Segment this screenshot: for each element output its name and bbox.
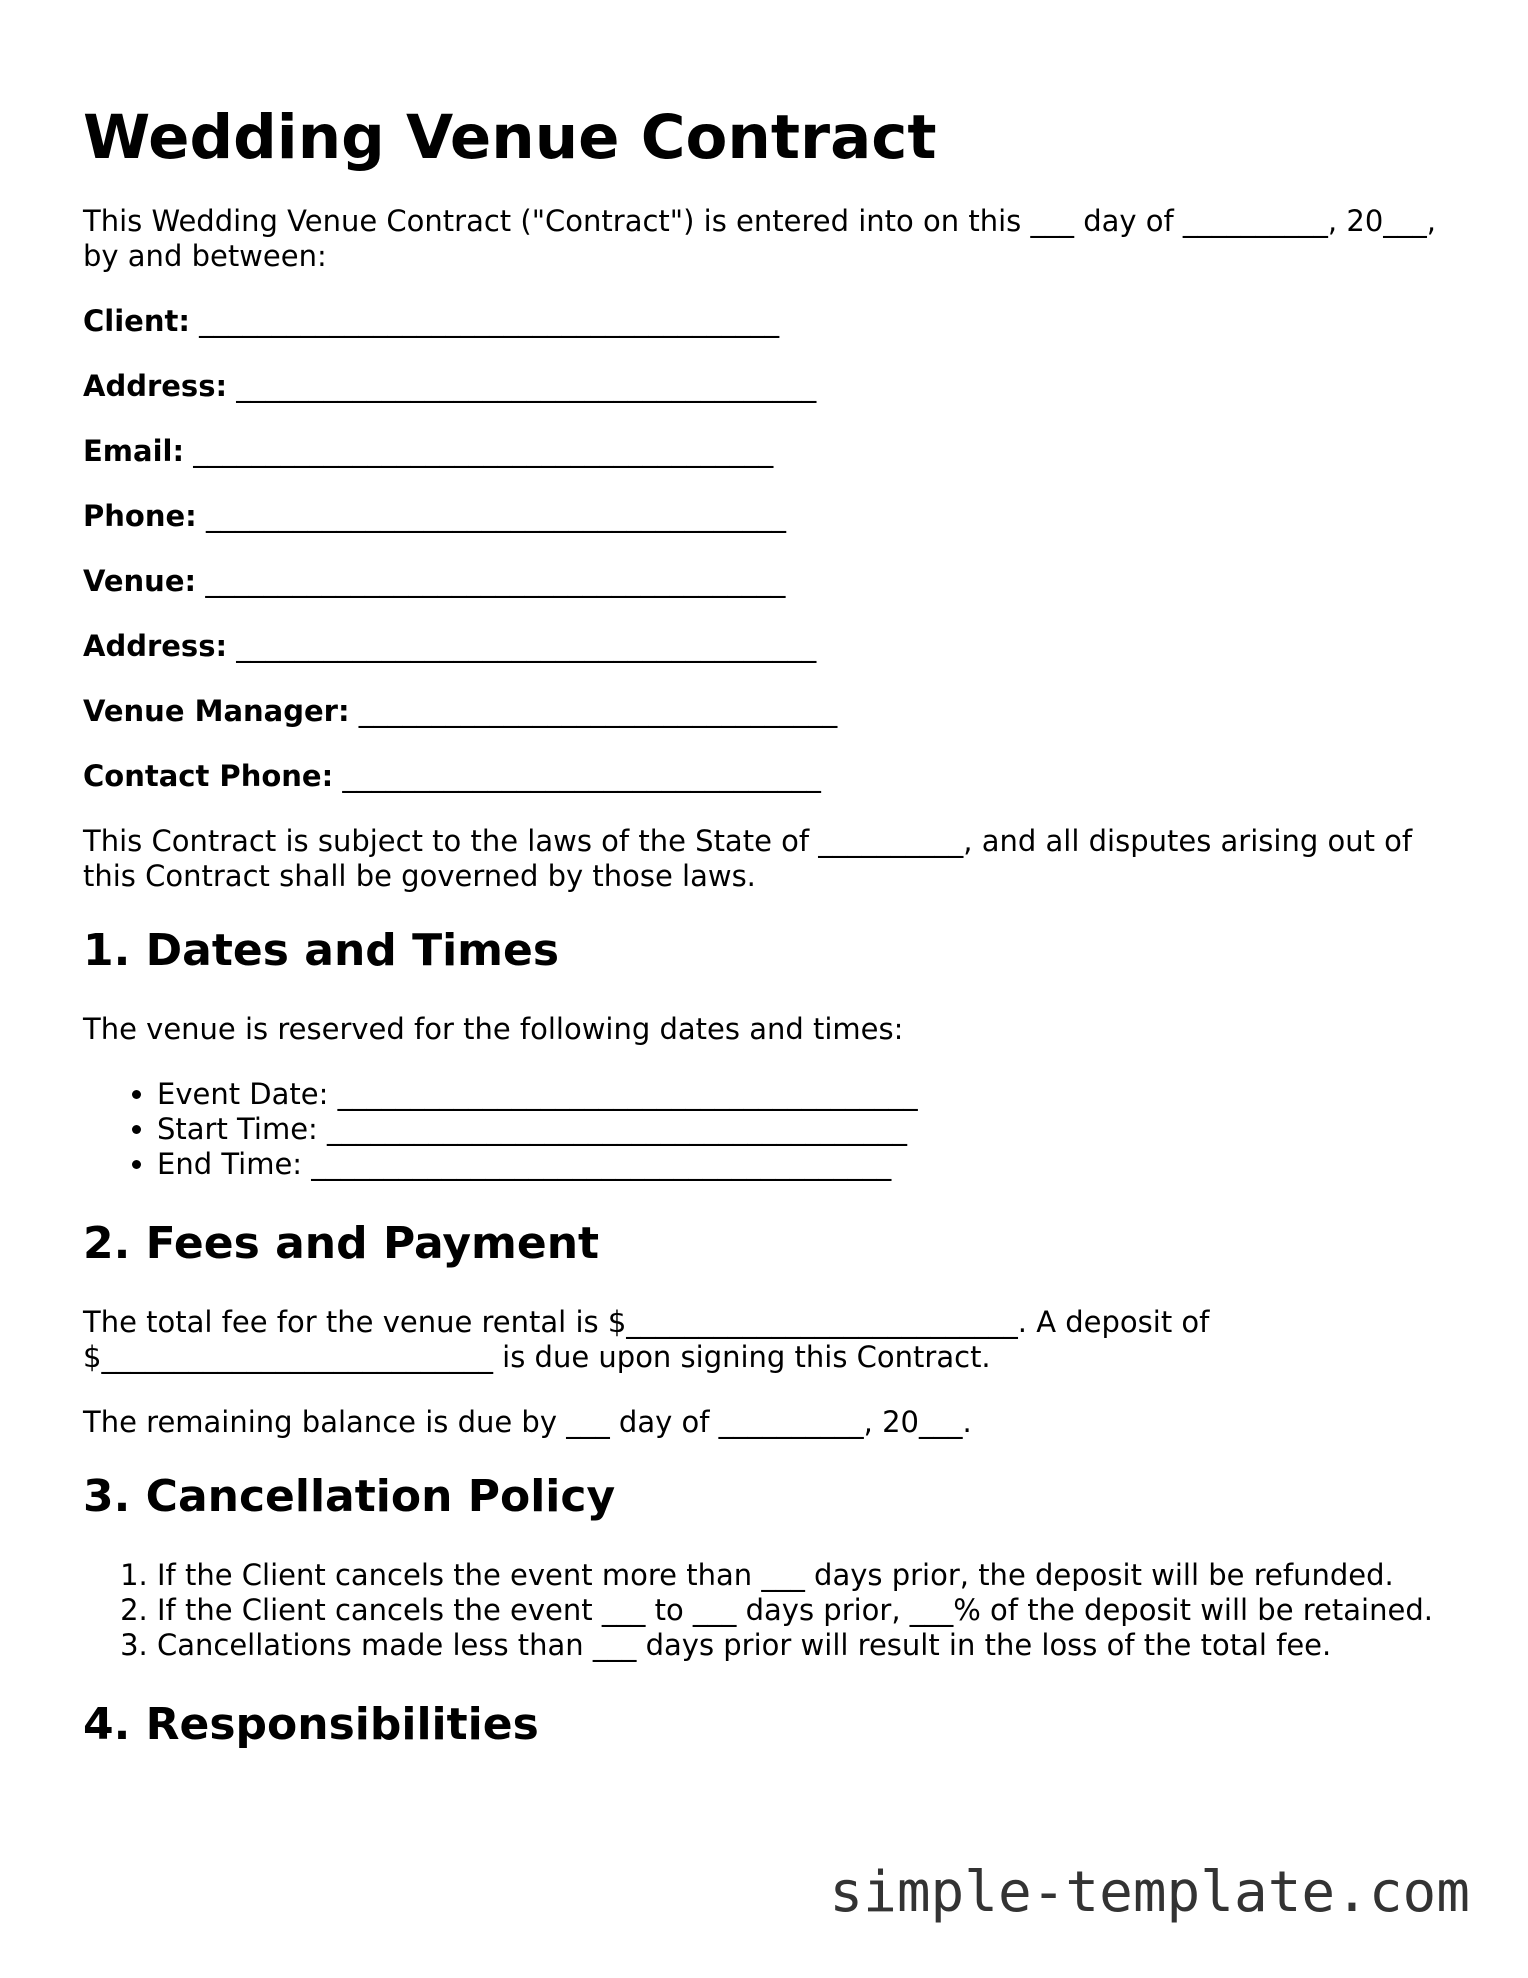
field-blank: _________________________________: [342, 759, 821, 793]
governing-law-paragraph: This Contract is subject to the laws of the State of __________, and all disputes arising out of this Contract shall be governed by those laws.: [83, 824, 1413, 893]
section-heading-fees: 2. Fees and Payment: [83, 1218, 600, 1269]
field-email: [83, 434, 1453, 469]
watermark: simple-template.com: [829, 1860, 1470, 1925]
field-blank: ________________________________________: [205, 499, 786, 533]
field-client-address: [83, 369, 1453, 404]
field-label: Contact Phone:: [83, 759, 334, 793]
fees-paragraph: The total fee for the venue rental is $___________________________. A deposit of $___________________________ is due upon signing this Contract.: [83, 1305, 1210, 1374]
field-label: Address:: [83, 629, 228, 663]
field-client: [83, 304, 1453, 339]
field-venue: [83, 564, 1453, 599]
field-blank: ________________________________________: [236, 369, 817, 403]
intro-paragraph: This Wedding Venue Contract ("Contract") is entered into on this ___ day of __________, 20___, by and between:: [83, 204, 1436, 273]
cancellation-list: [83, 1558, 1453, 1663]
field-blank: ________________________________________: [236, 629, 817, 663]
field-label: Phone:: [83, 499, 197, 533]
field-contact-phone: [83, 759, 1453, 794]
section-heading-dates: 1. Dates and Times: [83, 925, 560, 976]
list-item: 3. Cancellations made less than ___ days prior will result in the loss of the total fee.: [157, 1628, 1453, 1663]
field-label: Address:: [83, 369, 228, 403]
list-item: 1. If the Client cancels the event more than ___ days prior, the deposit will be refunded.: [157, 1558, 1453, 1593]
dates-list: [83, 1077, 1453, 1182]
field-phone: [83, 499, 1453, 534]
list-item: • End Time: ________________________________________: [157, 1147, 1453, 1182]
field-label: Email:: [83, 434, 185, 468]
field-label: Client:: [83, 304, 190, 338]
list-item: • Event Date: ________________________________________: [157, 1077, 1453, 1112]
list-item: • Start Time: ________________________________________: [157, 1112, 1453, 1147]
section-heading-responsibilities: 4. Responsibilities: [83, 1699, 539, 1750]
document-page: [83, 100, 1453, 1786]
balance-paragraph: The remaining balance is due by ___ day of __________, 20___.: [83, 1405, 972, 1439]
field-label: Venue Manager:: [83, 694, 350, 728]
list-item: 2. If the Client cancels the event ___ to ___ days prior, ___% of the deposit will be retained.: [157, 1593, 1453, 1628]
field-blank: _________________________________: [358, 694, 838, 728]
field-blank: ________________________________________: [205, 564, 786, 598]
field-label: Venue:: [83, 564, 197, 598]
section-heading-cancellation: 3. Cancellation Policy: [83, 1471, 616, 1522]
field-venue-manager: [83, 694, 1453, 729]
field-venue-address: [83, 629, 1453, 664]
dates-intro: The venue is reserved for the following dates and times:: [83, 1012, 904, 1046]
document-title: Wedding Venue Contract: [83, 102, 937, 173]
field-blank: ________________________________________: [193, 434, 774, 468]
field-blank: ________________________________________: [199, 304, 780, 338]
